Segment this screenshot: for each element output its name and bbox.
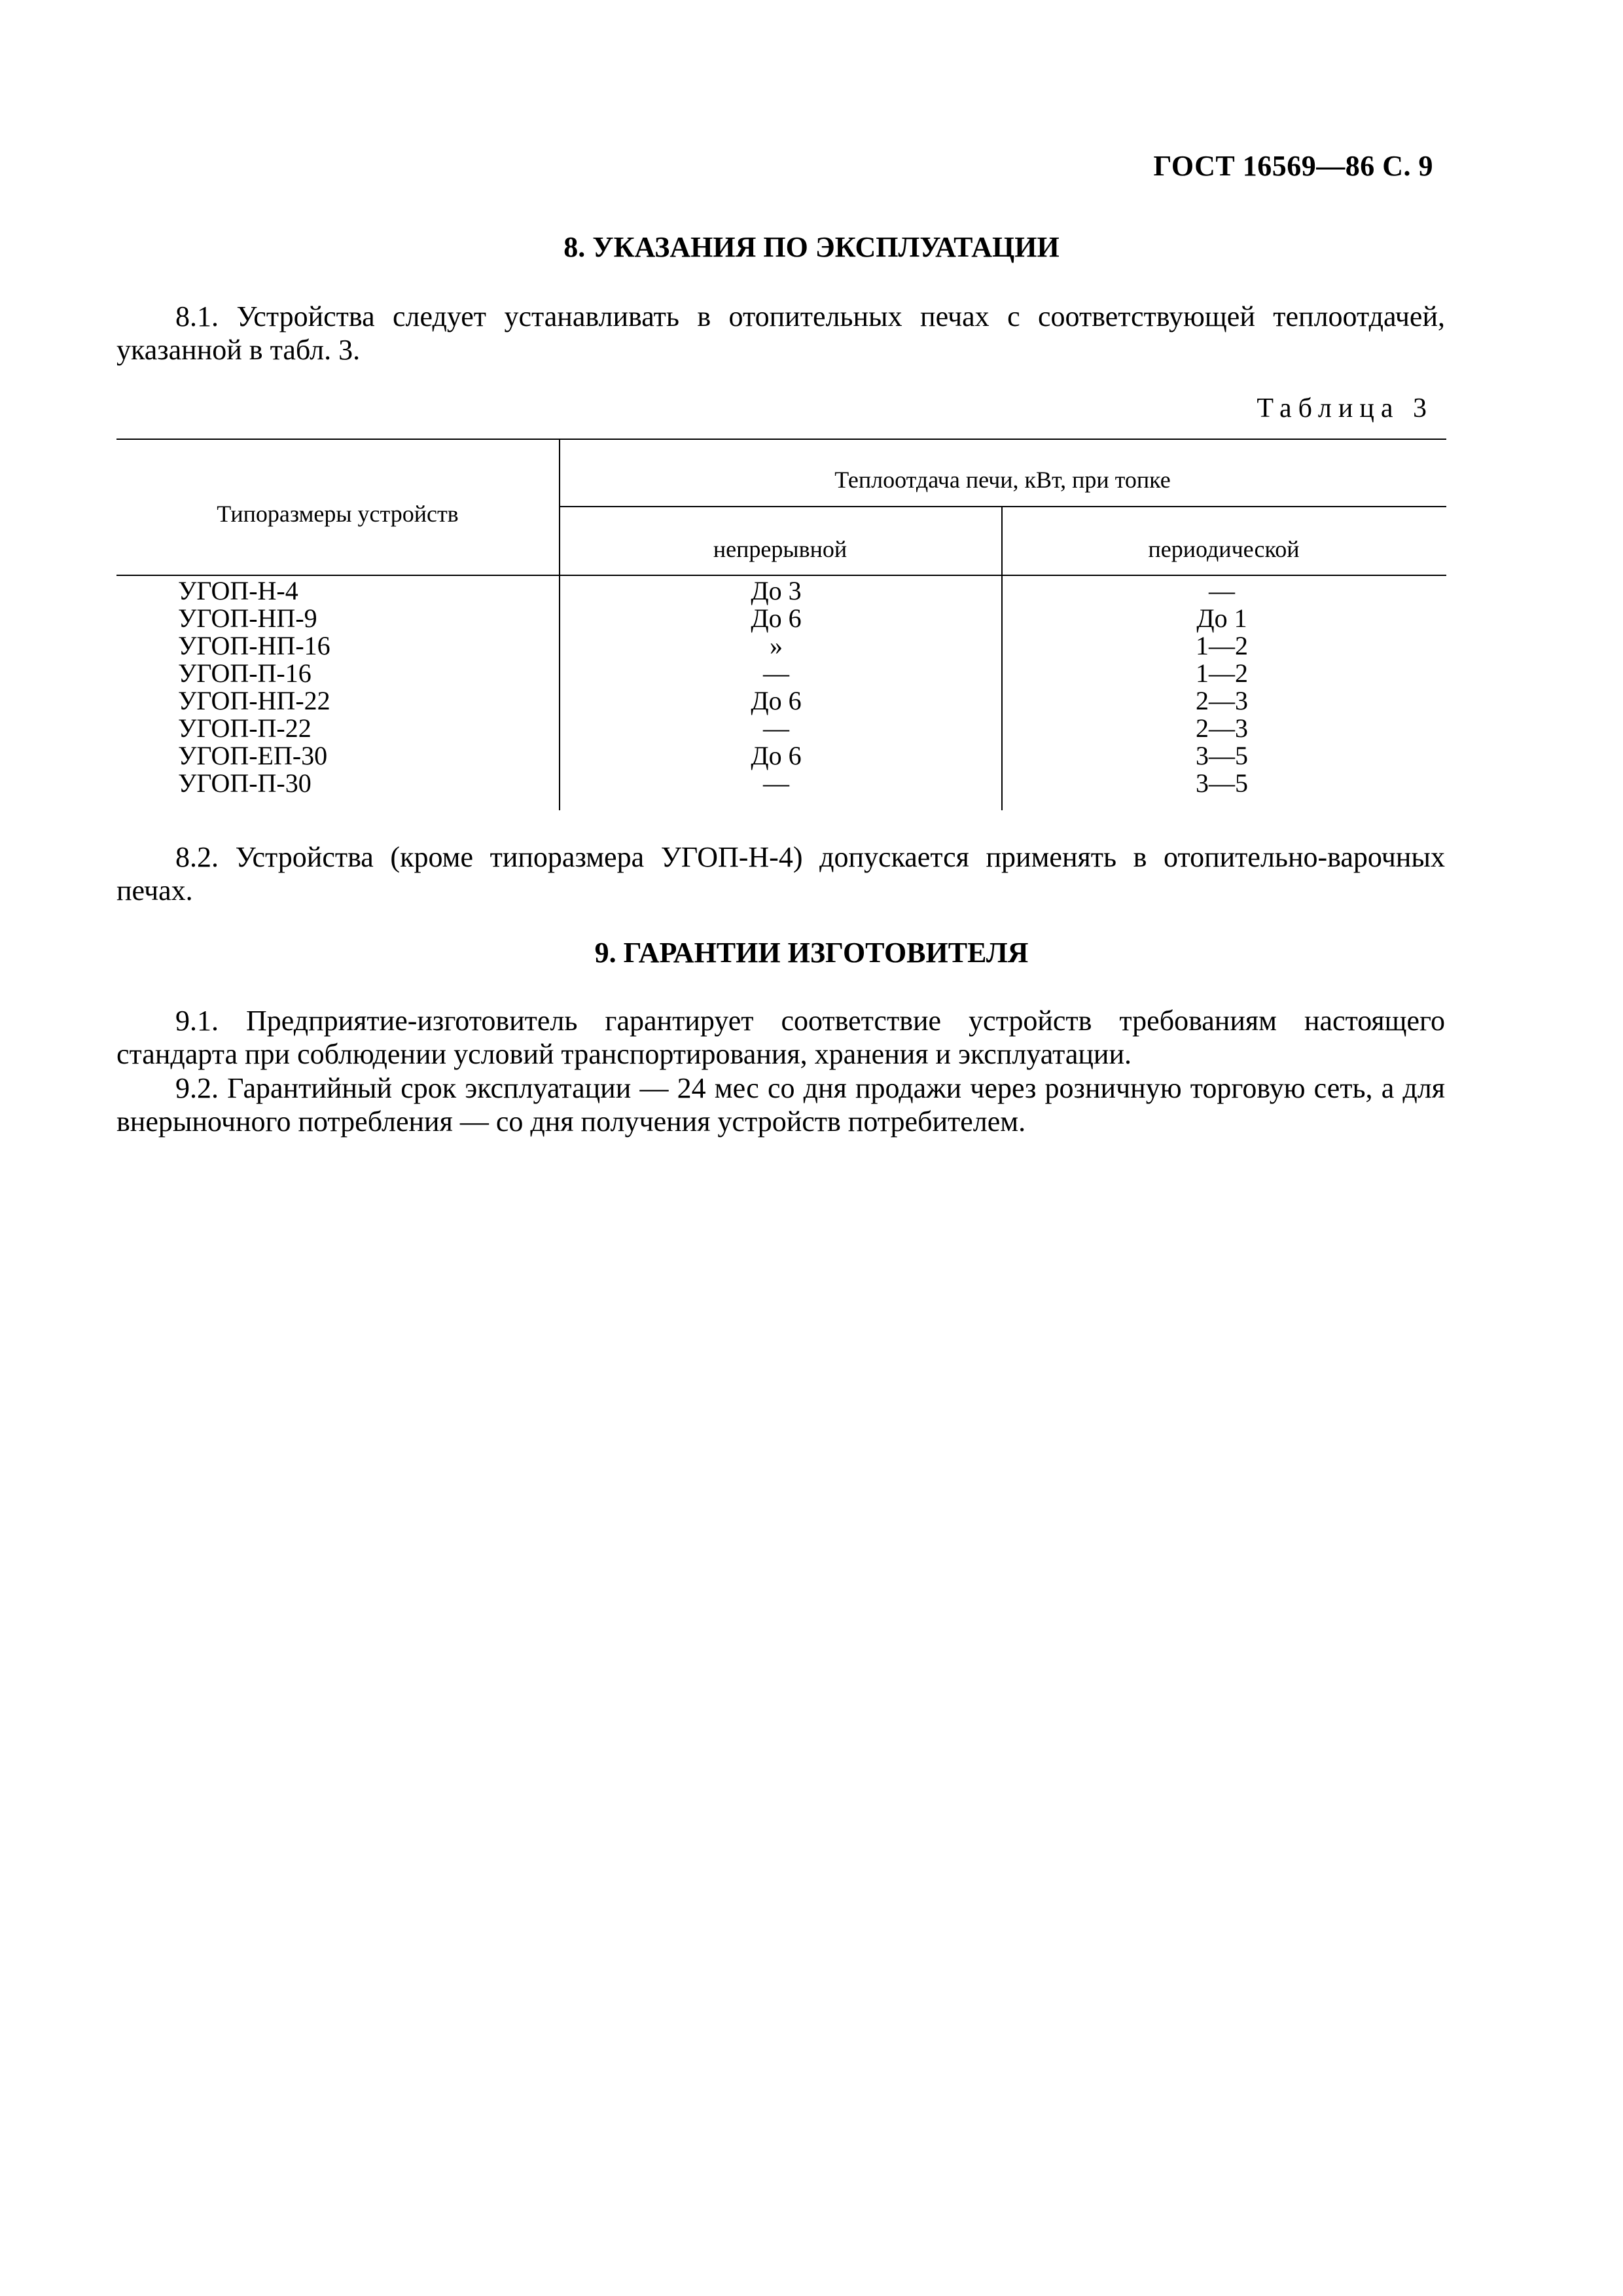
column-continuous bbox=[554, 577, 999, 797]
table-cell-periodic: 3—5 bbox=[1196, 768, 1248, 798]
column-periodic bbox=[997, 577, 1446, 797]
paragraph-9-1 bbox=[116, 1004, 1445, 1071]
table-cell-periodic: — bbox=[1209, 576, 1235, 605]
table-cell-type: УГОП-П-30 bbox=[178, 768, 312, 798]
table-cell-periodic: 1—2 bbox=[1196, 658, 1248, 688]
section-8-title: 8. УКАЗАНИЯ ПО ЭКСПЛУАТАЦИИ bbox=[563, 231, 1060, 263]
table-cell-type: УГОП-НП-16 bbox=[178, 631, 330, 660]
paragraph-8-1-text: 8.1. Устройства следует устанавливать в отопительных печах с соответствующей теплоотдачей, указанной в табл. 3. bbox=[116, 300, 1445, 366]
table-cell-type: УГОП-Н-4 bbox=[178, 576, 298, 605]
table-cell-type: УГОП-П-22 bbox=[178, 713, 312, 743]
paragraph-9-2 bbox=[116, 1071, 1445, 1138]
table-cell-type: УГОП-П-16 bbox=[178, 658, 312, 688]
header-type: Типоразмеры устройств bbox=[217, 501, 459, 527]
table-cell-periodic: 3—5 bbox=[1196, 741, 1248, 770]
paragraph-9-1-text: 9.1. Предприятие-изготовитель гарантирует соответствие устройств требованиям настоящего стандарта при соблюдении условий транспортирования, хранения и эксплуатации. bbox=[116, 1005, 1445, 1070]
table-cell-type: УГОП-ЕП-30 bbox=[178, 741, 328, 770]
header-heat-output: Теплоотдача печи, кВт, при топке bbox=[834, 467, 1171, 493]
paragraph-8-1 bbox=[116, 300, 1445, 367]
paragraph-9-2-text: 9.2. Гарантийный срок эксплуатации — 24 мес со дня продажи через розничную торговую сеть, а для внерыночного потребления — со дня получения устройств потребителем. bbox=[116, 1072, 1445, 1138]
table-cell-periodic: 1—2 bbox=[1196, 631, 1248, 660]
table-cell-continuous: — bbox=[763, 768, 789, 798]
paragraph-8-2-text: 8.2. Устройства (кроме типоразмера УГОП-Н-4) допускается применять в отопительно-варочных печах. bbox=[116, 841, 1445, 906]
table-3 bbox=[116, 439, 1446, 810]
table-cell-continuous: До 6 bbox=[751, 603, 802, 633]
table-caption: Таблица 3 bbox=[1257, 393, 1433, 423]
table-cell-continuous: До 6 bbox=[751, 686, 802, 715]
table-cell-continuous: До 3 bbox=[751, 576, 802, 605]
table-cell-periodic: 2—3 bbox=[1196, 686, 1248, 715]
table-cell-type: УГОП-НП-9 bbox=[178, 603, 317, 633]
header-periodic: периодической bbox=[1148, 536, 1300, 562]
table-cell-continuous: — bbox=[763, 658, 789, 688]
table-top-rule bbox=[116, 439, 1446, 440]
table-group-rule bbox=[559, 506, 1446, 507]
header-continuous: непрерывной bbox=[713, 536, 847, 562]
document-reference: ГОСТ 16569—86 С. 9 bbox=[1153, 150, 1433, 182]
column-type bbox=[178, 577, 330, 797]
table-cell-continuous: — bbox=[763, 713, 789, 743]
table-cell-periodic: 2—3 bbox=[1196, 713, 1248, 743]
section-9-title: 9. ГАРАНТИИ ИЗГОТОВИТЕЛЯ bbox=[594, 937, 1029, 969]
paragraph-8-2 bbox=[116, 840, 1445, 907]
table-cell-continuous: До 6 bbox=[751, 741, 802, 770]
table-cell-continuous: » bbox=[770, 631, 783, 660]
table-cell-periodic: До 1 bbox=[1196, 603, 1247, 633]
table-cell-type: УГОП-НП-22 bbox=[178, 686, 330, 715]
